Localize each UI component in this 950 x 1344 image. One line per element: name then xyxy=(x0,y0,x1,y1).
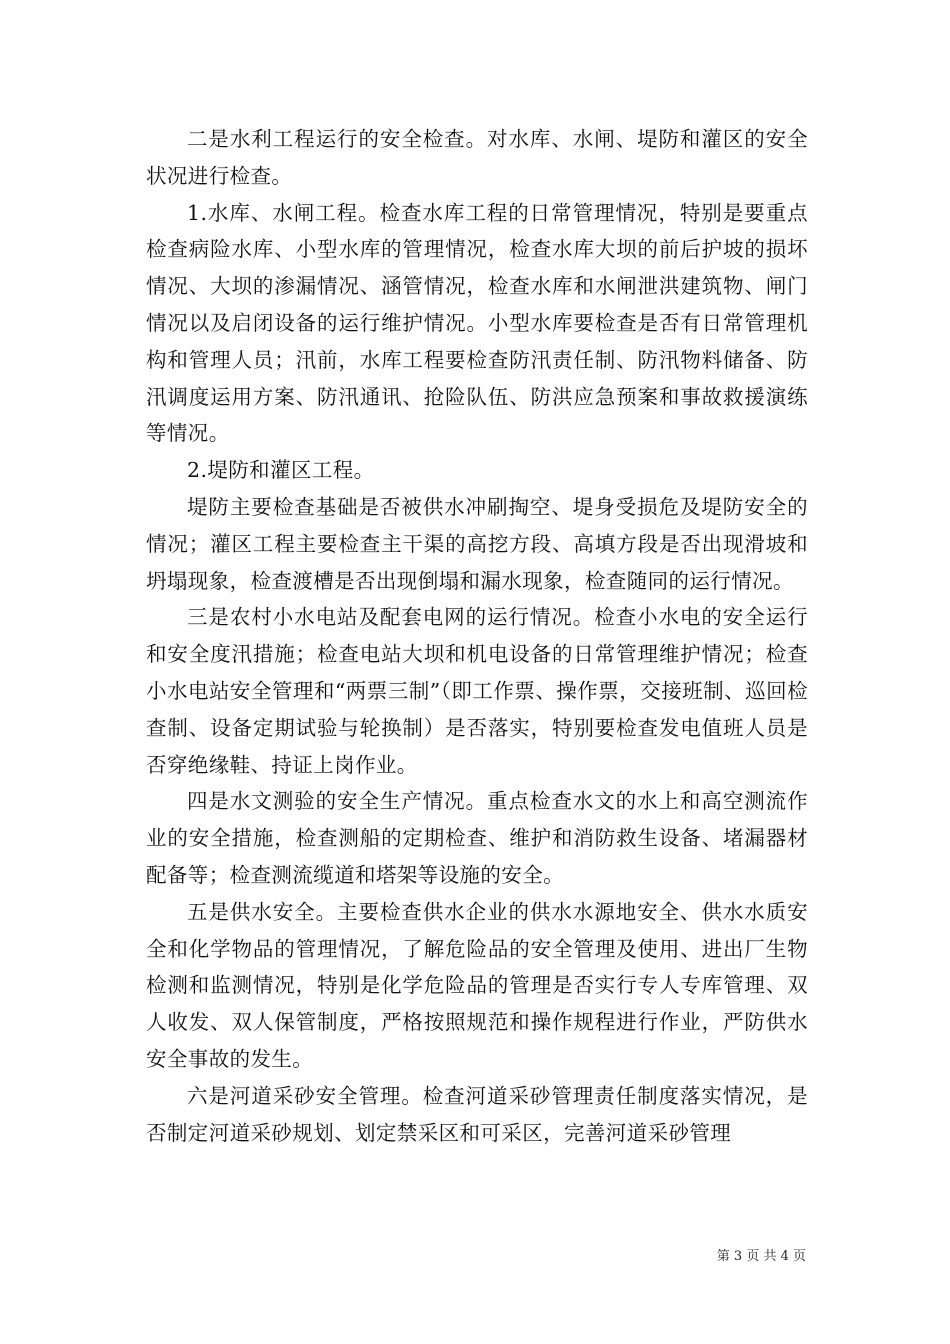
paragraph: 1.水库、水闸工程。检查水库工程的日常管理情况，特别是要重点检查病险水库、小型水库的管理情况，检查水库大坝的前后护坡的损坏情况、大坝的渗漏情况、涵管情况，检查水库和水闸泄洪建筑物、闸门情况以及启闭设备的运行维护情况。小型水库要检查是否有日常管理机构和管理人员；汛前，水库工程要检查防汛责任制、防汛物料储备、防汛调度运用方案、防汛通讯、抢险队伍、防洪应急预案和事故救援演练等情况。 xyxy=(146,200,808,446)
paragraph: 三是农村小水电站及配套电网的运行情况。检查小水电的安全运行和安全度汛措施；检查电站大坝和机电设备的日常管理维护情况；检查小水电站安全管理和“两票三制”（即工作票、操作票，交接班制、巡回检查制、设备定期试验与轮换制）是否落实，特别要检查发电值班人员是否穿绝缘鞋、持证上岗作业。 xyxy=(146,605,808,777)
paragraph: 六是河道采砂安全管理。检查河道采砂管理责任制度落实情况，是否制定河道采砂规划、划定禁采区和可采区，完善河道采砂管理 xyxy=(146,1083,808,1145)
paragraph: 2.堤防和灌区工程。 xyxy=(187,458,375,483)
paragraph: 堤防主要检查基础是否被供水冲刷掏空、堤身受损危及堤防安全的情况；灌区工程主要检查主干渠的高挖方段、高填方段是否出现滑坡和坍塌现象，检查渡槽是否出现倒塌和漏水现象，检查随同的运行情况。 xyxy=(146,494,808,593)
paragraph: 五是供水安全。主要检查供水企业的供水水源地安全、供水水质安全和化学物品的管理情况，了解危险品的安全管理及使用、进出厂生物检测和监测情况，特别是化学危险品的管理是否实行专人专库管理、双人收发、双人保管制度，严格按照规范和操作规程进行作业，严防供水安全事故的发生。 xyxy=(146,899,808,1071)
paragraph: 二是水利工程运行的安全检查。对水库、水闸、堤防和灌区的安全状况进行检查。 xyxy=(146,127,808,188)
page-number-footer: 第 3 页 共 4 页 xyxy=(716,1249,806,1264)
document-body xyxy=(146,121,808,1151)
paragraph: 四是水文测验的安全生产情况。重点检查水文的水上和高空测流作业的安全措施，检查测船的定期检查、维护和消防救生设备、堵漏器材配备等；检查测流缆道和塔架等设施的安全。 xyxy=(146,789,808,887)
